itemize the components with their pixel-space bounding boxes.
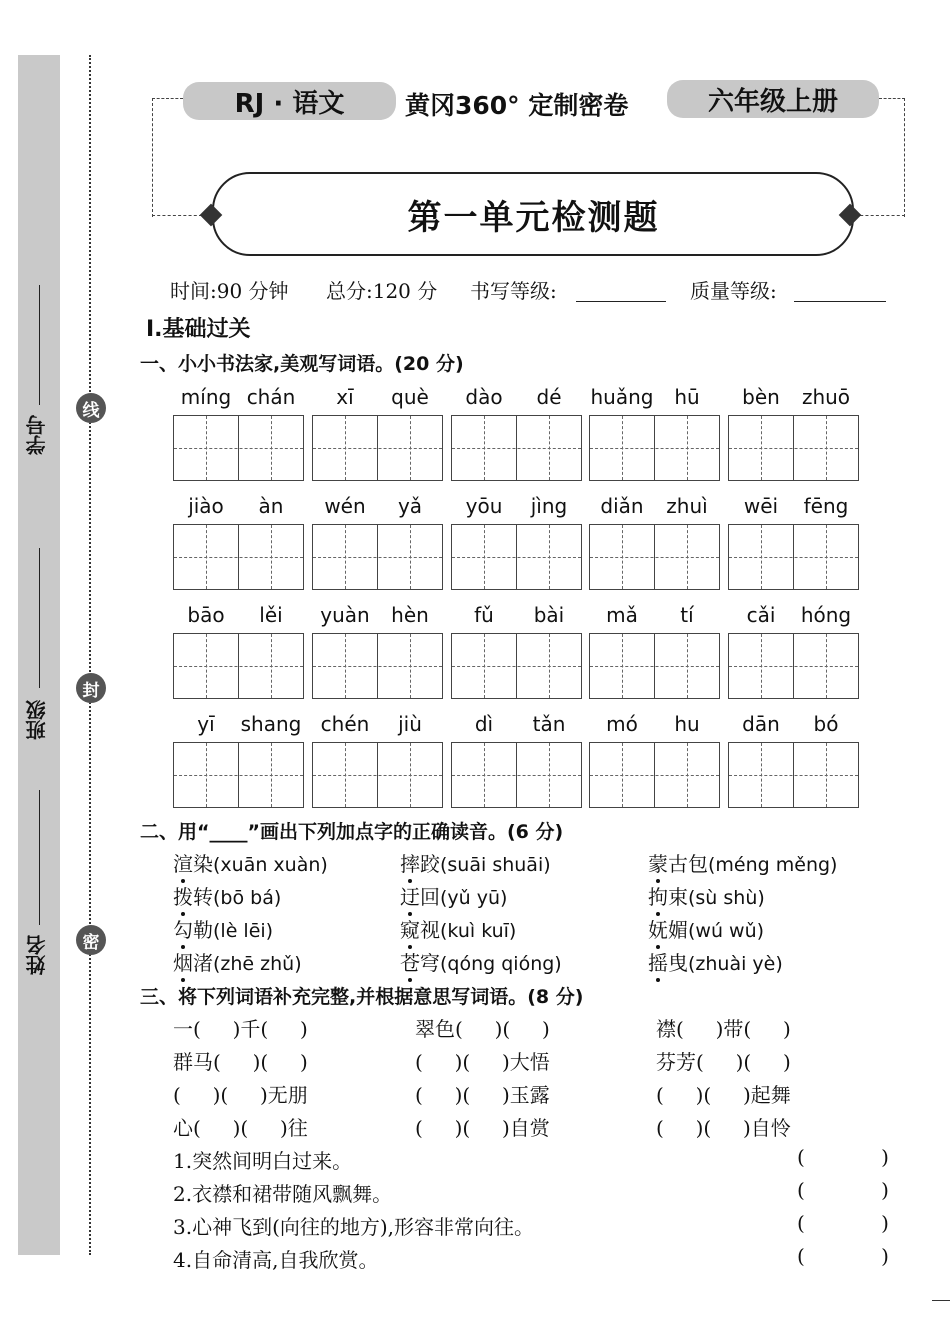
pinyin-options[interactable]: (suāi shuāi): [440, 854, 551, 876]
dotted-char: 摔: [400, 852, 420, 876]
pinyin-label: bó: [813, 712, 839, 736]
quality-grade-label: 质量等级:: [690, 279, 777, 303]
idiom-fill-blank[interactable]: ( )( )大悟: [415, 1050, 550, 1074]
idiom-fill-blank[interactable]: ( )( )玉露: [415, 1083, 550, 1107]
definition-item: 1.突然间明白过来。: [173, 1149, 353, 1173]
student-id-field[interactable]: [39, 285, 40, 405]
seal-seal-badge: 封: [76, 673, 106, 703]
cut-line: [89, 55, 91, 1255]
pinyin-label: hū: [674, 385, 700, 409]
pinyin-label: mó: [606, 712, 638, 736]
pinyin-label: wēi: [743, 494, 779, 518]
pinyin-label: dé: [536, 385, 562, 409]
word-rest: 视: [420, 918, 440, 942]
pinyin-label: bèn: [742, 385, 780, 409]
pinyin-label: hóng: [800, 603, 852, 627]
idiom-fill-blank[interactable]: 芬芳( )( ): [656, 1050, 791, 1074]
idiom-fill-blank[interactable]: ( )( )自怜: [656, 1116, 791, 1140]
pinyin-options[interactable]: (sù shù): [688, 887, 765, 909]
pinyin-label: dì: [474, 712, 494, 736]
pinyin-options[interactable]: (bō bá): [213, 887, 282, 909]
word-rest: 转: [193, 885, 213, 909]
pinyin-label: dān: [742, 712, 780, 736]
pinyin-label: jiào: [188, 494, 224, 518]
pronunciation-item: [648, 848, 837, 877]
pinyin-label: yuàn: [320, 603, 370, 627]
pinyin-label: àn: [258, 494, 284, 518]
pronunciation-item: [173, 848, 328, 877]
writing-box[interactable]: [589, 415, 720, 481]
pinyin-label: shang: [240, 712, 302, 736]
writing-box[interactable]: [728, 742, 859, 808]
pinyin-label: jìng: [530, 494, 568, 518]
pinyin-label: tǎn: [532, 712, 566, 736]
pinyin-label: xī: [336, 385, 354, 409]
dotted-char: 苍: [400, 951, 420, 975]
writing-box[interactable]: [173, 742, 304, 808]
idiom-fill-blank[interactable]: 翠色( )( ): [415, 1017, 550, 1041]
class-field[interactable]: [39, 548, 40, 688]
dotted-char: 烟: [173, 951, 193, 975]
word-rest: 勒: [193, 918, 213, 942]
pronunciation-item: [400, 947, 562, 976]
writing-box[interactable]: [728, 524, 859, 590]
question-1-title: 一、小小书法家,美观写词语。(20 分): [140, 353, 464, 375]
pinyin-label: zhuō: [801, 385, 851, 409]
pinyin-label: tí: [680, 603, 694, 627]
name-label: 姓名: [25, 935, 49, 975]
pinyin-label: lěi: [259, 603, 283, 627]
brand-text: 黄冈360° 定制密卷: [405, 91, 629, 120]
page-title: 第一单元检测题: [407, 198, 660, 238]
answer-blank[interactable]: ( ): [797, 1178, 889, 1202]
dotted-char: 拨: [173, 885, 193, 909]
dotted-char: 摇: [648, 951, 668, 975]
word-rest: 染: [193, 852, 213, 876]
writing-box[interactable]: [312, 524, 443, 590]
question-3-title: 三、将下列词语补充完整,并根据意思写词语。(8 分): [140, 986, 584, 1008]
idiom-fill-blank[interactable]: 心( )( )往: [173, 1116, 308, 1140]
pronunciation-item: [400, 881, 507, 910]
word-rest: 古包: [668, 852, 708, 876]
idiom-fill-blank[interactable]: ( )( )自赏: [415, 1116, 550, 1140]
pinyin-label: fǔ: [474, 603, 494, 627]
word-rest: 渚: [193, 951, 213, 975]
pronunciation-item: [400, 914, 516, 943]
pinyin-label: què: [391, 385, 429, 409]
pronunciation-item: [400, 848, 551, 877]
pronunciation-item: [648, 914, 764, 943]
writing-box[interactable]: [589, 742, 720, 808]
writing-grade-field[interactable]: [576, 281, 666, 302]
writing-box[interactable]: [312, 415, 443, 481]
pinyin-label: wén: [324, 494, 366, 518]
pinyin-label: zhuì: [666, 494, 708, 518]
seal-line-badge: 线: [76, 393, 106, 423]
pinyin-label: bāo: [187, 603, 225, 627]
pinyin-options[interactable]: (yǔ yū): [440, 887, 508, 909]
pinyin-options[interactable]: (xuān xuàn): [213, 854, 328, 876]
pronunciation-item: [173, 947, 302, 976]
pinyin-label: yōu: [465, 494, 503, 518]
dotted-char: 蒙: [648, 852, 668, 876]
writing-box[interactable]: [312, 633, 443, 699]
idiom-fill-blank[interactable]: 襟( )带( ): [656, 1017, 791, 1041]
pinyin-label: dào: [465, 385, 503, 409]
pronunciation-item: [173, 881, 281, 910]
writing-box[interactable]: [173, 524, 304, 590]
question-2-title: 二、用“____”画出下列加点字的正确读音。(6 分): [140, 821, 564, 843]
pinyin-label: yī: [197, 712, 215, 736]
pinyin-options[interactable]: (zhē zhǔ): [213, 953, 302, 975]
dotted-char: 渲: [173, 852, 193, 876]
definition-item: 2.衣襟和裙带随风飘舞。: [173, 1182, 393, 1206]
writing-grade-label: 书写等级:: [470, 279, 557, 303]
dotted-char: 拘: [648, 885, 668, 909]
time-info: 时间:90 分钟: [170, 279, 289, 303]
pinyin-label: cǎi: [746, 603, 776, 627]
pinyin-label: hèn: [391, 603, 429, 627]
pinyin-label: míng: [180, 385, 232, 409]
answer-blank[interactable]: ( ): [797, 1244, 889, 1268]
dotted-char: 迂: [400, 885, 420, 909]
pinyin-label: yǎ: [397, 494, 423, 518]
score-info: 总分:120 分: [326, 279, 438, 303]
student-id-label: 学号: [25, 415, 49, 455]
writing-box[interactable]: [728, 633, 859, 699]
pinyin-options[interactable]: (kuì kuī): [440, 920, 517, 942]
pinyin-label: jiù: [398, 712, 422, 736]
grade-pill: 六年级上册: [667, 80, 879, 118]
writing-box[interactable]: [312, 742, 443, 808]
writing-box[interactable]: [728, 415, 859, 481]
name-field[interactable]: [39, 790, 40, 925]
page-corner-mark: [932, 1300, 950, 1301]
writing-box[interactable]: [451, 524, 582, 590]
definition-item: 4.自命清高,自我欣赏。: [173, 1248, 379, 1272]
answer-blank[interactable]: ( ): [797, 1145, 889, 1169]
idiom-fill-blank[interactable]: ( )( )起舞: [656, 1083, 791, 1107]
pinyin-options[interactable]: (zhuài yè): [688, 953, 783, 975]
word-rest: 穹: [420, 951, 440, 975]
idiom-fill-blank[interactable]: ( )( )无朋: [173, 1083, 308, 1107]
pronunciation-item: [648, 881, 765, 910]
writing-box[interactable]: [589, 633, 720, 699]
pinyin-label: mǎ: [606, 603, 638, 627]
pinyin-label: chán: [246, 385, 296, 409]
pinyin-options[interactable]: (méng měng): [708, 854, 838, 876]
pronunciation-item: [648, 947, 783, 976]
pinyin-options[interactable]: (qóng qióng): [440, 953, 562, 975]
seal-secret-badge: 密: [76, 925, 106, 955]
pronunciation-item: [173, 914, 273, 943]
idiom-fill-blank[interactable]: 一( )千( ): [173, 1017, 308, 1041]
pinyin-options[interactable]: (wú wǔ): [688, 920, 765, 942]
writing-box[interactable]: [173, 633, 304, 699]
section-title: Ⅰ.基础过关: [146, 317, 251, 342]
pinyin-label: fēng: [803, 494, 849, 518]
definition-item: 3.心神飞到(向往的地方),形容非常向往。: [173, 1215, 535, 1239]
pinyin-options[interactable]: (lè lēi): [213, 920, 274, 942]
writing-box[interactable]: [451, 633, 582, 699]
pinyin-label: diǎn: [600, 494, 644, 518]
word-rest: 回: [420, 885, 440, 909]
dotted-char: 窥: [400, 918, 420, 942]
writing-box[interactable]: [589, 524, 720, 590]
dotted-char: 妩: [648, 918, 668, 942]
word-rest: 跤: [420, 852, 440, 876]
word-rest: 束: [668, 885, 688, 909]
dotted-char: 勾: [173, 918, 193, 942]
pinyin-label: huǎng: [590, 385, 654, 409]
writing-box[interactable]: [173, 415, 304, 481]
pinyin-label: hu: [674, 712, 700, 736]
writing-box[interactable]: [451, 415, 582, 481]
word-rest: 曳: [668, 951, 688, 975]
pinyin-label: chén: [320, 712, 370, 736]
quality-grade-field[interactable]: [794, 281, 886, 302]
class-label: 班级: [25, 700, 49, 740]
writing-box[interactable]: [451, 742, 582, 808]
word-rest: 媚: [668, 918, 688, 942]
subject-pill: RJ · 语文: [183, 82, 396, 120]
idiom-fill-blank[interactable]: 群马( )( ): [173, 1050, 308, 1074]
pinyin-label: bài: [533, 603, 565, 627]
answer-blank[interactable]: ( ): [797, 1211, 889, 1235]
